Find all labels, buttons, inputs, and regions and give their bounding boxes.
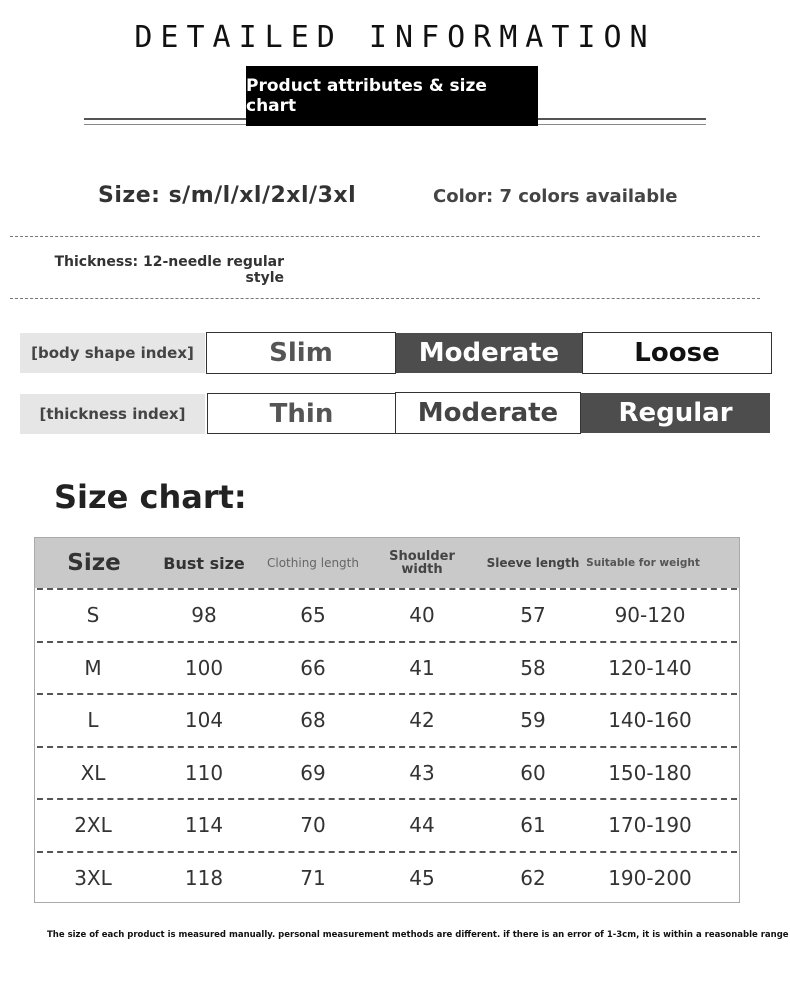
header-bust-size: Bust size xyxy=(163,553,245,573)
header-shoulder-width: Shoulder width xyxy=(389,549,455,577)
table-cell: 43 xyxy=(409,760,435,785)
header-suitable-weight: Suitable for weight xyxy=(586,557,700,569)
table-cell: 58 xyxy=(520,655,546,680)
table-header-row xyxy=(35,538,739,588)
table-cell: 66 xyxy=(300,655,326,680)
table-row xyxy=(35,589,739,641)
table-cell: 104 xyxy=(184,708,224,732)
footnote: The size of each product is measured manually. personal measurement methods are different. if there is an error of 1-3cm, it is within a reasonable range xyxy=(47,930,789,940)
table-cell: 61 xyxy=(520,813,546,837)
header-clothing-length: Clothing length xyxy=(267,555,359,570)
size-chart-title: Size chart: xyxy=(54,478,247,516)
table-cell: 40 xyxy=(409,603,435,627)
table-cell: 140-160 xyxy=(608,708,692,732)
table-row xyxy=(35,747,739,799)
table-cell: M xyxy=(84,655,102,680)
table-row xyxy=(35,694,739,746)
dashed-divider xyxy=(10,236,760,237)
size-chart-table xyxy=(34,537,740,903)
thickness-line-1: Thickness: 12-needle regular xyxy=(54,254,284,270)
table-cell: 150-180 xyxy=(608,760,692,785)
table-cell: 120-140 xyxy=(608,655,692,680)
table-cell: 45 xyxy=(409,865,435,890)
color-attribute: Color: 7 colors available xyxy=(433,186,678,207)
table-cell: 110 xyxy=(184,760,224,785)
table-cell: 71 xyxy=(300,865,326,890)
table-row xyxy=(35,852,739,904)
table-cell: 68 xyxy=(300,708,326,732)
table-cell: 44 xyxy=(409,813,435,837)
thickness-option-moderate: Moderate xyxy=(395,392,581,434)
section-banner: Product attributes & size chart xyxy=(246,66,538,126)
body-shape-option-slim: Slim xyxy=(206,332,396,374)
table-cell: 2XL xyxy=(74,813,112,837)
size-attribute: Size: s/m/l/xl/2xl/3xl xyxy=(98,183,357,208)
body-shape-option-moderate: Moderate xyxy=(396,333,582,373)
page-title: DETAILED INFORMATION xyxy=(134,20,656,55)
thickness-attribute xyxy=(52,254,284,286)
table-cell: 114 xyxy=(184,813,224,837)
table-cell: 62 xyxy=(520,865,546,890)
table-cell: 118 xyxy=(184,865,224,890)
table-cell: 42 xyxy=(409,708,435,732)
header-size: Size xyxy=(67,550,121,576)
table-cell: 41 xyxy=(409,655,435,680)
table-cell: 98 xyxy=(191,603,217,627)
thickness-option-regular: Regular xyxy=(581,393,770,433)
table-cell: 170-190 xyxy=(608,813,692,837)
table-cell: S xyxy=(86,603,100,627)
thickness-line-2: style xyxy=(245,270,284,286)
body-shape-index-label: [body shape index] xyxy=(20,333,205,373)
table-cell: 3XL xyxy=(74,865,112,890)
table-cell: 57 xyxy=(520,603,546,627)
table-cell: 90-120 xyxy=(614,603,686,627)
thickness-option-thin: Thin xyxy=(207,393,396,434)
table-cell: 100 xyxy=(184,655,224,680)
table-cell: 60 xyxy=(520,760,546,785)
table-cell: 70 xyxy=(300,813,326,837)
body-shape-option-loose: Loose xyxy=(582,332,772,374)
table-row xyxy=(35,799,739,851)
table-cell: 69 xyxy=(300,760,326,785)
table-cell: XL xyxy=(80,760,106,785)
table-row xyxy=(35,642,739,694)
table-cell: 190-200 xyxy=(608,865,692,890)
table-cell: 65 xyxy=(300,603,326,627)
header-sleeve-length: Sleeve length xyxy=(486,556,580,570)
thickness-index-label: [thickness index] xyxy=(20,394,205,434)
table-cell: L xyxy=(87,708,99,732)
dashed-divider xyxy=(10,298,760,299)
table-cell: 59 xyxy=(520,708,546,732)
